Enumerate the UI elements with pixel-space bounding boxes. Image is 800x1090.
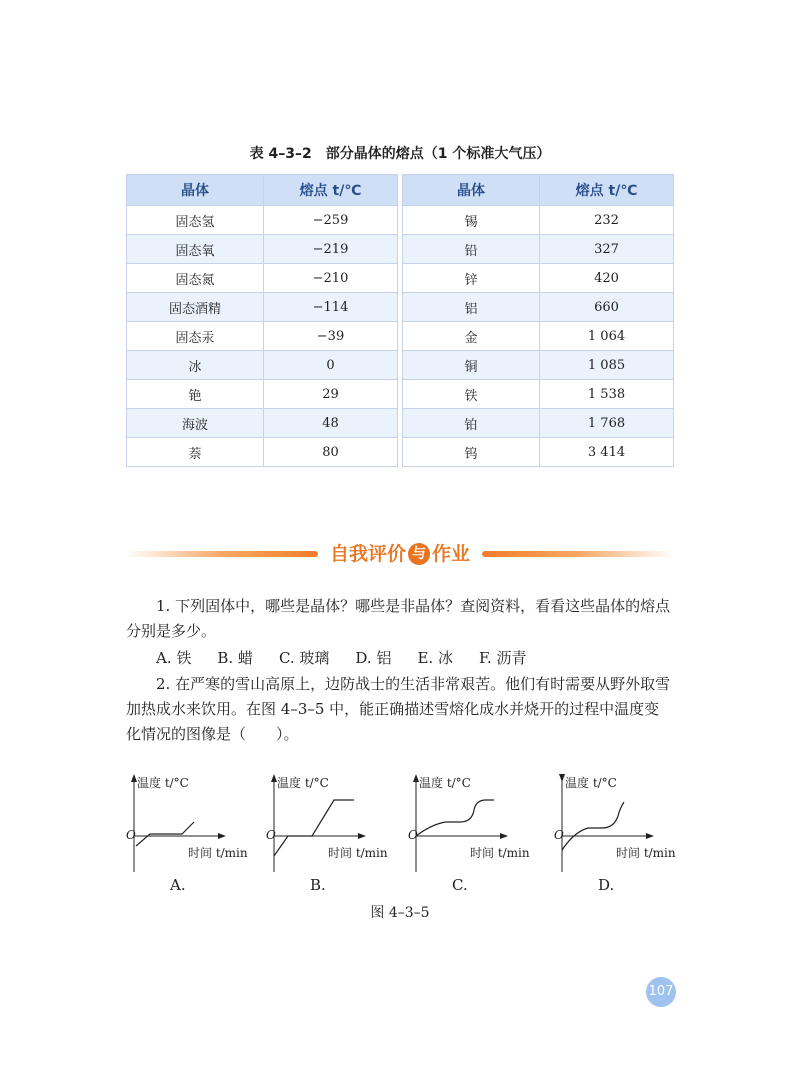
melting-point-value: −259 (264, 206, 398, 235)
graph-a-option: A. (170, 876, 186, 894)
melting-point-value: 80 (264, 438, 398, 467)
table-row (403, 264, 674, 293)
graph-d-option: D. (598, 876, 615, 894)
table-row (127, 235, 398, 264)
figure-graphs (120, 772, 700, 902)
crystal-name: 锡 (403, 206, 540, 235)
question-1-option: C. 玻璃 (278, 649, 330, 667)
section-title (318, 540, 482, 568)
table-row (403, 438, 674, 467)
crystal-name: 铜 (403, 351, 540, 380)
melting-point-value: 0 (264, 351, 398, 380)
graph-c-option: C. (452, 876, 468, 894)
table-row (127, 380, 398, 409)
question-1-options (156, 646, 553, 671)
graph-a-y-label: 温度 t/°C (137, 776, 189, 790)
table-row (127, 438, 398, 467)
table-caption: 表 4–3–2 部分晶体的熔点（1 个标准大气压） (249, 146, 551, 162)
crystal-name: 铝 (403, 293, 540, 322)
table-row (127, 322, 398, 351)
graph-d-y-label: 温度 t/°C (565, 776, 617, 790)
graph-a (120, 772, 270, 902)
crystal-name: 固态酒精 (127, 293, 264, 322)
melting-point-value: 1 768 (540, 409, 674, 438)
graph-d-origin: O (554, 828, 564, 842)
crystal-name: 固态氢 (127, 206, 264, 235)
crystal-name: 铂 (403, 409, 540, 438)
melting-point-table (126, 174, 674, 468)
question-1-option: D. 铝 (355, 649, 392, 667)
header-melting-point: 熔点 t/℃ (264, 175, 398, 206)
melting-point-value: −114 (264, 293, 398, 322)
table-row (403, 322, 674, 351)
table-row (127, 409, 398, 438)
table-row (403, 380, 674, 409)
question-2: 2. 在严寒的雪山高原上，边防战士的生活非常艰苦。他们有时需要从野外取雪加热成水来饮用。在图 4–3–5 中，能正确描述雪熔化成水并烧开的过程中温度变化情况的图像是（ ）。 (126, 675, 671, 743)
crystal-name: 锌 (403, 264, 540, 293)
question-1-option: A. 铁 (156, 649, 192, 667)
crystal-name: 铅 (403, 235, 540, 264)
table-row (127, 264, 398, 293)
section-title-end: 作业 (432, 543, 471, 565)
crystal-name: 钨 (403, 438, 540, 467)
section-banner (126, 540, 674, 568)
table-row (127, 351, 398, 380)
crystal-name: 海波 (127, 409, 264, 438)
graph-a-origin: O (126, 828, 136, 842)
crystal-name: 固态氧 (127, 235, 264, 264)
crystal-name: 固态汞 (127, 322, 264, 351)
graph-d-x-label: 时间 t/min (616, 846, 676, 860)
melting-point-value: 1 085 (540, 351, 674, 380)
question-1-option: B. 蜡 (217, 649, 253, 667)
question-1: 1. 下列固体中，哪些是晶体？哪些是非晶体？查阅资料，看看这些晶体的熔点分别是多少。 (126, 597, 671, 640)
melting-point-table-left (126, 174, 398, 467)
table-row (127, 293, 398, 322)
melting-point-value: 1 064 (540, 322, 674, 351)
graph-b-x-label: 时间 t/min (328, 846, 388, 860)
crystal-name: 冰 (127, 351, 264, 380)
question-1-option: F. 沥青 (478, 649, 527, 667)
page-number: 107 (646, 977, 676, 1007)
table-row (403, 409, 674, 438)
banner-bar-left (126, 551, 318, 557)
header-crystal: 晶体 (403, 175, 540, 206)
graph-c (402, 772, 552, 902)
graph-b-option: B. (310, 876, 326, 894)
section-title-badge: 与 (408, 543, 430, 565)
graph-c-y-label: 温度 t/°C (419, 776, 471, 790)
table-row (403, 293, 674, 322)
crystal-name: 金 (403, 322, 540, 351)
melting-point-table-right (402, 174, 674, 467)
crystal-name: 铁 (403, 380, 540, 409)
table-row (127, 206, 398, 235)
melting-point-value: −219 (264, 235, 398, 264)
melting-point-value: 29 (264, 380, 398, 409)
crystal-name: 萘 (127, 438, 264, 467)
melting-point-value: −39 (264, 322, 398, 351)
graph-d (548, 772, 698, 902)
melting-point-value: 232 (540, 206, 674, 235)
graph-c-x-label: 时间 t/min (470, 846, 530, 860)
header-melting-point: 熔点 t/℃ (540, 175, 674, 206)
melting-point-value: 327 (540, 235, 674, 264)
melting-point-value: 3 414 (540, 438, 674, 467)
table-row (403, 235, 674, 264)
crystal-name: 铯 (127, 380, 264, 409)
melting-point-value: −210 (264, 264, 398, 293)
melting-point-value: 48 (264, 409, 398, 438)
crystal-name: 固态氮 (127, 264, 264, 293)
graph-b-origin: O (266, 828, 276, 842)
figure-caption: 图 4–3–5 (370, 905, 430, 921)
graph-b (260, 772, 410, 902)
graph-c-origin: O (408, 828, 418, 842)
question-1-option: E. 冰 (417, 649, 453, 667)
melting-point-value: 1 538 (540, 380, 674, 409)
graph-a-x-label: 时间 t/min (188, 846, 248, 860)
banner-bar-right (482, 551, 674, 557)
melting-point-value: 420 (540, 264, 674, 293)
table-row (403, 351, 674, 380)
header-crystal: 晶体 (127, 175, 264, 206)
melting-point-value: 660 (540, 293, 674, 322)
section-title-start: 自我评价 (329, 543, 406, 565)
table-row (403, 206, 674, 235)
graph-b-y-label: 温度 t/°C (277, 776, 329, 790)
